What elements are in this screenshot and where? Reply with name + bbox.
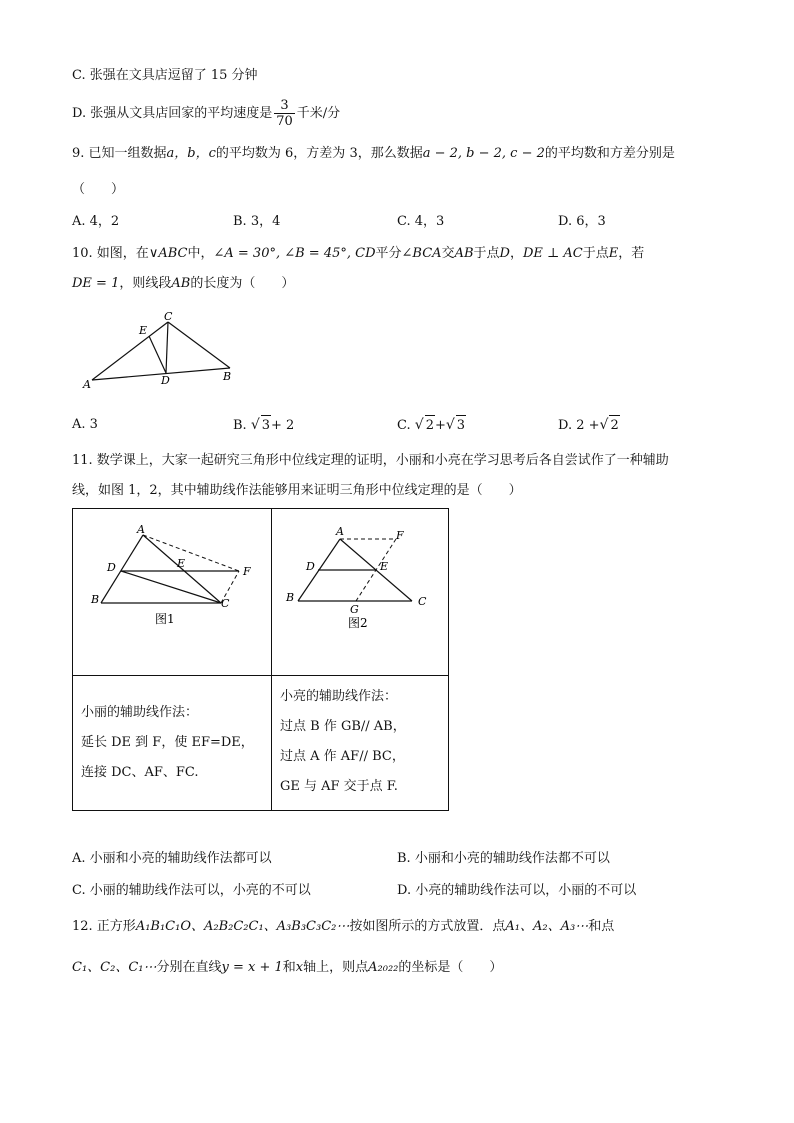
q11-option-b: B. 小丽和小亮的辅助线作法都不可以 bbox=[397, 851, 610, 866]
q10-perp: DE ⊥ AC bbox=[523, 246, 583, 261]
q9-option-d: D. 6，3 bbox=[558, 214, 606, 229]
q12-stem-line1 bbox=[72, 917, 614, 937]
q11-option-d: D. 小亮的辅助线作法可以，小丽的不可以 bbox=[397, 883, 637, 898]
q11-stem-line2: 线，如图 1，2，其中辅助线作法能够用来证明三角形中位线定理的是（ ） bbox=[72, 483, 522, 498]
q11-fig1-label-c: C bbox=[221, 597, 230, 610]
q12-points-a: A₁、A₂、A₃⋯ bbox=[505, 919, 589, 934]
q11-fig1-cell bbox=[73, 509, 272, 676]
q11-fig2-label-g: G bbox=[350, 603, 359, 616]
q9-answer-paren: （ ） bbox=[72, 182, 125, 197]
q11-fig2-label-c: C bbox=[418, 595, 427, 608]
q10-label-b: B bbox=[223, 370, 232, 383]
q11-liang-step-3: GE 与 AF 交于点 F. bbox=[280, 779, 398, 794]
q10-option-b-tail: + 2 bbox=[271, 418, 295, 433]
q11-fig2-label-a: A bbox=[336, 525, 344, 538]
q11-fig2-label-e: E bbox=[380, 560, 389, 573]
q10-text-h: ，则线段 bbox=[119, 276, 172, 291]
sqrt-icon: √ bbox=[414, 417, 424, 433]
q11-liang-method-cell bbox=[272, 676, 449, 811]
q9-stem-c: 的平均数和方差分别是 bbox=[544, 146, 675, 161]
q11-fig1-label-a: A bbox=[137, 523, 145, 536]
q9-vars: a，b，c bbox=[166, 146, 216, 161]
q10-text-a: 10. 如图，在 bbox=[72, 246, 149, 261]
q11-fig2-caption: 图2 bbox=[348, 616, 368, 630]
q10-option-c-plus: + bbox=[434, 418, 446, 433]
q10-point-d: D bbox=[499, 246, 510, 261]
q10-angle-bca: ∠BCA bbox=[401, 246, 442, 261]
q12-text-f: 轴上，则点 bbox=[303, 960, 369, 975]
q11-li-step-1: 延长 DE 到 F，使 EF=DE， bbox=[81, 735, 254, 750]
q9-option-b: B. 3，4 bbox=[233, 214, 281, 229]
q10-text-e: 于点 bbox=[473, 246, 500, 261]
q11-fig1-label-f: F bbox=[243, 565, 251, 578]
q11-liang-step-1: 过点 B 作 GB// AB， bbox=[280, 719, 406, 734]
q11-figure-1 bbox=[73, 509, 271, 675]
q11-fig1-label-e: E bbox=[177, 557, 186, 570]
q11-fig1-label-d: D bbox=[107, 561, 116, 574]
q9-stem-a: 9. 已知一组数据 bbox=[72, 146, 167, 161]
q11-li-title: 小丽的辅助线作法： bbox=[81, 705, 199, 720]
q10-option-d bbox=[558, 415, 620, 436]
q10-stem-line2 bbox=[72, 274, 294, 294]
q10-option-b bbox=[233, 415, 294, 436]
q10-ab-2: AB bbox=[171, 276, 191, 291]
q12-line-eq: y = x + 1 bbox=[221, 960, 283, 975]
q9-option-c: C. 4，3 bbox=[397, 214, 445, 229]
q10-text-g: ，若 bbox=[618, 246, 645, 261]
q8-option-d-prefix: D. 张强从文具店回家的平均速度是 bbox=[72, 106, 273, 121]
q10-option-d-label: D. bbox=[558, 418, 573, 433]
q10-text-i: 的长度为（ ） bbox=[190, 276, 295, 291]
q8-option-c: C. 张强在文具店逗留了 15 分钟 bbox=[72, 68, 258, 83]
q12-text-b: 按如图所示的方式放置．点 bbox=[349, 919, 506, 934]
q10-option-d-head: 2 + bbox=[576, 418, 600, 433]
q11-fig2-label-b: B bbox=[286, 591, 295, 604]
q10-option-c-radicand-2: 3 bbox=[456, 415, 466, 436]
sqrt-icon: √ bbox=[599, 417, 609, 433]
q10-comma: ， bbox=[509, 246, 523, 261]
q10-triangle: ∨ABC bbox=[148, 246, 188, 261]
q11-option-c: C. 小丽的辅助线作法可以，小亮的不可以 bbox=[72, 883, 311, 898]
q10-text-c: 平分 bbox=[375, 246, 402, 261]
q10-stem-line1 bbox=[72, 244, 644, 264]
q10-option-c-radicand-1: 2 bbox=[425, 415, 435, 436]
q11-fig2-label-d: D bbox=[306, 560, 315, 573]
q12-text-g: 的坐标是（ ） bbox=[398, 960, 503, 975]
q10-figure bbox=[82, 308, 252, 390]
q12-stem-line2 bbox=[72, 958, 502, 978]
q10-text-f: 于点 bbox=[582, 246, 609, 261]
q11-fig2-cell bbox=[272, 509, 449, 676]
q10-point-e: E bbox=[608, 246, 619, 261]
q12-squares: A₁B₁C₁O、A₂B₂C₂C₁、A₃B₃C₃C₂⋯ bbox=[135, 919, 350, 934]
q12-text-d: 分别在直线 bbox=[156, 960, 222, 975]
q10-option-c-label: C. bbox=[397, 418, 411, 433]
q12-x-axis: x bbox=[295, 960, 304, 975]
q12-text-c: 和点 bbox=[588, 919, 615, 934]
q10-label-e: E bbox=[139, 324, 148, 337]
q11-figure-2 bbox=[272, 509, 448, 675]
q10-option-b-label: B. bbox=[233, 418, 247, 433]
q11-fig2-label-f: F bbox=[396, 529, 404, 542]
q9-option-a: A. 4，2 bbox=[72, 214, 120, 229]
q10-label-c: C bbox=[164, 310, 173, 323]
q10-label-a: A bbox=[83, 378, 91, 390]
q10-option-d-radicand: 2 bbox=[609, 415, 619, 436]
q11-liang-title: 小亮的辅助线作法： bbox=[280, 689, 398, 704]
q10-ab: AB bbox=[454, 246, 474, 261]
fraction-numerator: 3 bbox=[274, 98, 295, 114]
q11-option-a: A. 小丽和小亮的辅助线作法都可以 bbox=[72, 851, 272, 866]
sqrt-icon: √ bbox=[445, 417, 455, 433]
q9-stem-b: 的平均数为 6，方差为 3，那么数据 bbox=[215, 146, 423, 161]
q12-points-c: C₁、C₂、C₁⋯ bbox=[72, 960, 157, 975]
q11-li-method-cell bbox=[73, 676, 272, 811]
q10-angles: ∠A = 30°, ∠B = 45°, CD bbox=[213, 246, 376, 261]
q12-text-a: 12. 正方形 bbox=[72, 919, 136, 934]
q11-li-step-2: 连接 DC、AF、FC. bbox=[81, 765, 199, 780]
fraction-denominator: 70 bbox=[276, 114, 293, 129]
q8-option-d-suffix: 千米/分 bbox=[296, 106, 341, 121]
q10-option-b-radicand: 3 bbox=[261, 415, 271, 436]
q11-method-table bbox=[72, 508, 449, 811]
q10-triangle-diagram bbox=[82, 308, 252, 390]
q10-option-a: A. 3 bbox=[72, 417, 98, 432]
q10-de-eq: DE = 1 bbox=[72, 276, 120, 291]
sqrt-icon: √ bbox=[250, 417, 260, 433]
q12-text-e: 和 bbox=[282, 960, 296, 975]
q11-fig1-caption: 图1 bbox=[155, 612, 175, 626]
q11-fig1-label-b: B bbox=[91, 593, 100, 606]
q8-option-d bbox=[72, 98, 340, 129]
q11-stem-line1: 11. 数学课上，大家一起研究三角形中位线定理的证明，小丽和小亮在学习思考后各自尝试作了一种辅助 bbox=[72, 453, 669, 468]
q9-stem bbox=[72, 144, 675, 164]
q10-option-c bbox=[397, 415, 466, 436]
q9-expr: a − 2, b − 2, c − 2 bbox=[422, 146, 545, 161]
fraction-3-70 bbox=[274, 98, 295, 129]
q11-liang-step-2: 过点 A 作 AF// BC， bbox=[280, 749, 405, 764]
q10-text-b: 中， bbox=[187, 246, 214, 261]
q10-label-d: D bbox=[161, 374, 170, 387]
q12-point-a2022: A₂₀₂₂ bbox=[368, 960, 399, 975]
q10-text-d: 交 bbox=[441, 246, 455, 261]
